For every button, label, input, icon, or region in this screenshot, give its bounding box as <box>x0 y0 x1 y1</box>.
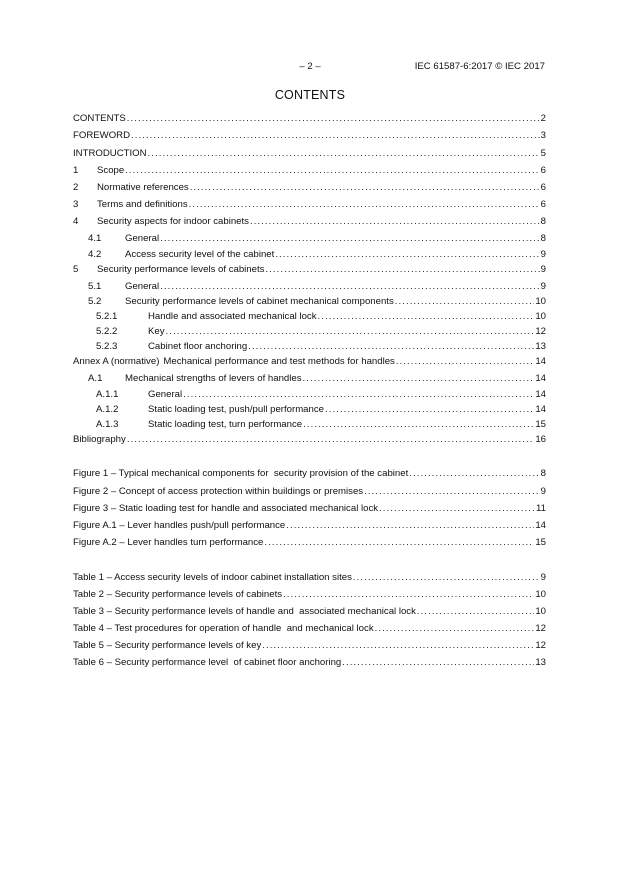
leader-dots <box>262 640 534 652</box>
leader-dots <box>409 468 539 480</box>
leader-dots <box>264 537 534 549</box>
toc-entry-4[interactable] <box>73 216 546 228</box>
figure-entry-title: Figure 3 – Static loading test for handle and associated mechanical lock <box>73 503 379 514</box>
toc-entry-number: A.1.3 <box>96 419 119 430</box>
table-entry-title: Table 3 – Security performance levels of handle and associated mechanical lock <box>73 606 416 617</box>
toc-entry-a-1[interactable] <box>73 373 546 385</box>
toc-entry-number: 5.2.1 <box>96 311 118 322</box>
toc-entry-number: 5.2 <box>88 296 102 307</box>
leader-dots <box>148 148 540 160</box>
toc-entry-title: General <box>125 233 160 244</box>
table-entry-6[interactable] <box>73 657 546 669</box>
toc-entry-5-2[interactable] <box>73 296 546 308</box>
leader-dots <box>250 216 540 228</box>
toc-entry-page: 10 <box>535 296 546 307</box>
toc-entry-page: 13 <box>535 341 546 352</box>
toc-entry-a-1-3[interactable] <box>73 419 546 431</box>
toc-entry-page: 9 <box>540 249 546 260</box>
figure-entry-title: Figure A.1 – Lever handles push/pull performance <box>73 520 286 531</box>
toc-entry-page: 9 <box>540 264 546 275</box>
table-entry-title: Table 5 – Security performance levels of key <box>73 640 262 651</box>
leader-dots <box>303 373 535 385</box>
toc-entry-title: Mechanical strengths of levers of handles <box>125 373 302 384</box>
table-entry-title: Table 1 – Access security levels of indoor cabinet installation sites <box>73 572 352 583</box>
toc-entry-page: 2 <box>540 113 546 124</box>
leader-dots <box>342 657 534 669</box>
leader-dots <box>375 623 535 635</box>
toc-entry-5-2-2[interactable] <box>73 326 546 338</box>
leader-dots <box>283 589 534 601</box>
leader-dots <box>364 486 540 498</box>
toc-entry-title: Cabinet floor anchoring <box>148 341 248 352</box>
toc-entry-number: 5 <box>73 264 79 275</box>
toc-entry-page: 8 <box>540 216 546 227</box>
toc-entry-title: Bibliography <box>73 434 126 445</box>
leader-dots <box>396 356 534 368</box>
toc-entry-number: 5.2.3 <box>96 341 118 352</box>
toc-entry-1[interactable] <box>73 165 546 177</box>
table-entry-2[interactable] <box>73 589 546 601</box>
toc-entry-title: FOREWORD <box>73 130 131 141</box>
toc-entry-page: 16 <box>535 434 546 445</box>
leader-dots <box>303 419 534 431</box>
toc-entry-foreword[interactable] <box>73 130 546 142</box>
toc-entry-5-1[interactable] <box>73 281 546 293</box>
leader-dots <box>379 503 535 515</box>
leader-dots <box>160 233 540 245</box>
toc-entry-page: 3 <box>540 130 546 141</box>
toc-entry-title: Mechanical performance and test methods for handles <box>163 356 395 367</box>
toc-entry-page: 15 <box>535 419 546 430</box>
toc-entry-title: CONTENTS <box>73 113 126 124</box>
toc-entry-title: Access security level of the cabinet <box>125 249 275 260</box>
table-entry-title: Table 6 – Security performance level of cabinet floor anchoring <box>73 657 342 668</box>
figure-entry-page: 8 <box>540 468 546 479</box>
toc-entry-4-1[interactable] <box>73 233 546 245</box>
figure-entry-title: Figure 1 – Typical mechanical components for security provision of the cabinet <box>73 468 409 479</box>
toc-entry-number: 4 <box>73 216 79 227</box>
figure-entry-title: Figure A.2 – Lever handles turn performance <box>73 537 264 548</box>
toc-entry-5[interactable] <box>73 264 546 276</box>
table-entry-page: 10 <box>535 606 546 617</box>
toc-entry-page: 9 <box>540 281 546 292</box>
leader-dots <box>248 341 534 353</box>
toc-entry-a-1-1[interactable] <box>73 389 546 401</box>
leader-dots <box>353 572 540 584</box>
page-title: CONTENTS <box>274 88 346 102</box>
toc-entry-2[interactable] <box>73 182 546 194</box>
toc-entry-title: Terms and definitions <box>97 199 188 210</box>
toc-entry-page: 14 <box>535 404 546 415</box>
figure-entry-page: 15 <box>535 537 546 548</box>
toc-entry-title: Static loading test, turn performance <box>148 419 303 430</box>
toc-entry-title: Static loading test, push/pull performance <box>148 404 324 415</box>
table-entry-title: Table 4 – Test procedures for operation of handle and mechanical lock <box>73 623 374 634</box>
toc-entry-title: Security performance levels of cabinet mechanical components <box>125 296 394 307</box>
figure-entry-3[interactable] <box>73 503 546 515</box>
toc-entry-page: 14 <box>535 373 546 384</box>
table-entry-3[interactable] <box>73 606 546 618</box>
table-entry-page: 13 <box>535 657 546 668</box>
toc-entry-bibliography[interactable] <box>73 434 546 446</box>
figure-entry-a1[interactable] <box>73 520 546 532</box>
figure-entry-a2[interactable] <box>73 537 546 549</box>
toc-entry-title: Handle and associated mechanical lock <box>148 311 317 322</box>
toc-entry-number: 1 <box>73 165 79 176</box>
table-entry-4[interactable] <box>73 623 546 635</box>
toc-entry-title: Normative references <box>97 182 189 193</box>
leader-dots <box>318 311 535 323</box>
toc-entry-contents[interactable] <box>73 113 546 125</box>
leader-dots <box>190 182 540 194</box>
toc-entry-number: 5.2.2 <box>96 326 118 337</box>
toc-entry-page: 6 <box>540 182 546 193</box>
leader-dots <box>183 389 534 401</box>
leader-dots <box>265 264 539 276</box>
table-entry-page: 10 <box>535 589 546 600</box>
leader-dots <box>189 199 540 211</box>
toc-entry-page: 14 <box>535 389 546 400</box>
table-entry-1[interactable] <box>73 572 546 584</box>
toc-entry-title: Security performance levels of cabinets <box>97 264 265 275</box>
toc-entry-introduction[interactable] <box>73 148 546 160</box>
toc-entry-title: INTRODUCTION <box>73 148 147 159</box>
toc-entry-page: 10 <box>535 311 546 322</box>
toc-entry-4-2[interactable] <box>73 249 546 261</box>
table-entry-5[interactable] <box>73 640 546 652</box>
table-entry-page: 12 <box>535 623 546 634</box>
toc-entry-5-2-3[interactable] <box>73 341 546 353</box>
toc-entry-3[interactable] <box>73 199 546 211</box>
toc-entry-page: 14 <box>535 356 546 367</box>
leader-dots <box>275 249 539 261</box>
figure-entry-2[interactable] <box>73 486 546 498</box>
figure-entry-1[interactable] <box>73 468 546 480</box>
toc-entry-title: General <box>125 281 160 292</box>
leader-dots <box>127 434 535 446</box>
toc-entry-page: 6 <box>540 165 546 176</box>
toc-entry-number: 4.2 <box>88 249 102 260</box>
leader-dots <box>166 326 535 338</box>
toc-entry-page: 8 <box>540 233 546 244</box>
leader-dots <box>125 165 539 177</box>
toc-entry-title: Security aspects for indoor cabinets <box>97 216 249 227</box>
toc-entry-number: 3 <box>73 199 79 210</box>
leader-dots <box>395 296 535 308</box>
toc-entry-title: Key <box>148 326 165 337</box>
toc-entry-number: A.1 <box>88 373 103 384</box>
toc-entry-5-2-1[interactable] <box>73 311 546 323</box>
toc-entry-number: A.1.2 <box>96 404 119 415</box>
toc-entry-number: Annex A (normative) <box>73 356 160 367</box>
toc-entry-title: General <box>148 389 183 400</box>
leader-dots <box>127 113 540 125</box>
leader-dots <box>325 404 534 416</box>
figure-entry-title: Figure 2 – Concept of access protection within buildings or premises <box>73 486 364 497</box>
toc-entry-annex-a[interactable] <box>73 356 546 368</box>
toc-entry-number: 2 <box>73 182 79 193</box>
page-number: – 2 – <box>299 61 321 72</box>
toc-entry-number: 5.1 <box>88 281 102 292</box>
toc-entry-page: 6 <box>540 199 546 210</box>
toc-entry-page: 12 <box>535 326 546 337</box>
table-entry-title: Table 2 – Security performance levels of cabinets <box>73 589 283 600</box>
toc-entry-a-1-2[interactable] <box>73 404 546 416</box>
table-entry-page: 12 <box>535 640 546 651</box>
document-reference: IEC 61587-6:2017 © IEC 2017 <box>414 61 545 72</box>
toc-entry-number: 4.1 <box>88 233 102 244</box>
leader-dots <box>131 130 540 142</box>
toc-entry-page: 5 <box>540 148 546 159</box>
toc-entry-title: Scope <box>97 165 125 176</box>
table-entry-page: 9 <box>540 572 546 583</box>
figure-entry-page: 9 <box>540 486 546 497</box>
toc-entry-number: A.1.1 <box>96 389 119 400</box>
leader-dots <box>286 520 534 532</box>
leader-dots <box>160 281 540 293</box>
figure-entry-page: 14 <box>535 520 546 531</box>
figure-entry-page: 11 <box>536 503 546 514</box>
leader-dots <box>417 606 534 618</box>
